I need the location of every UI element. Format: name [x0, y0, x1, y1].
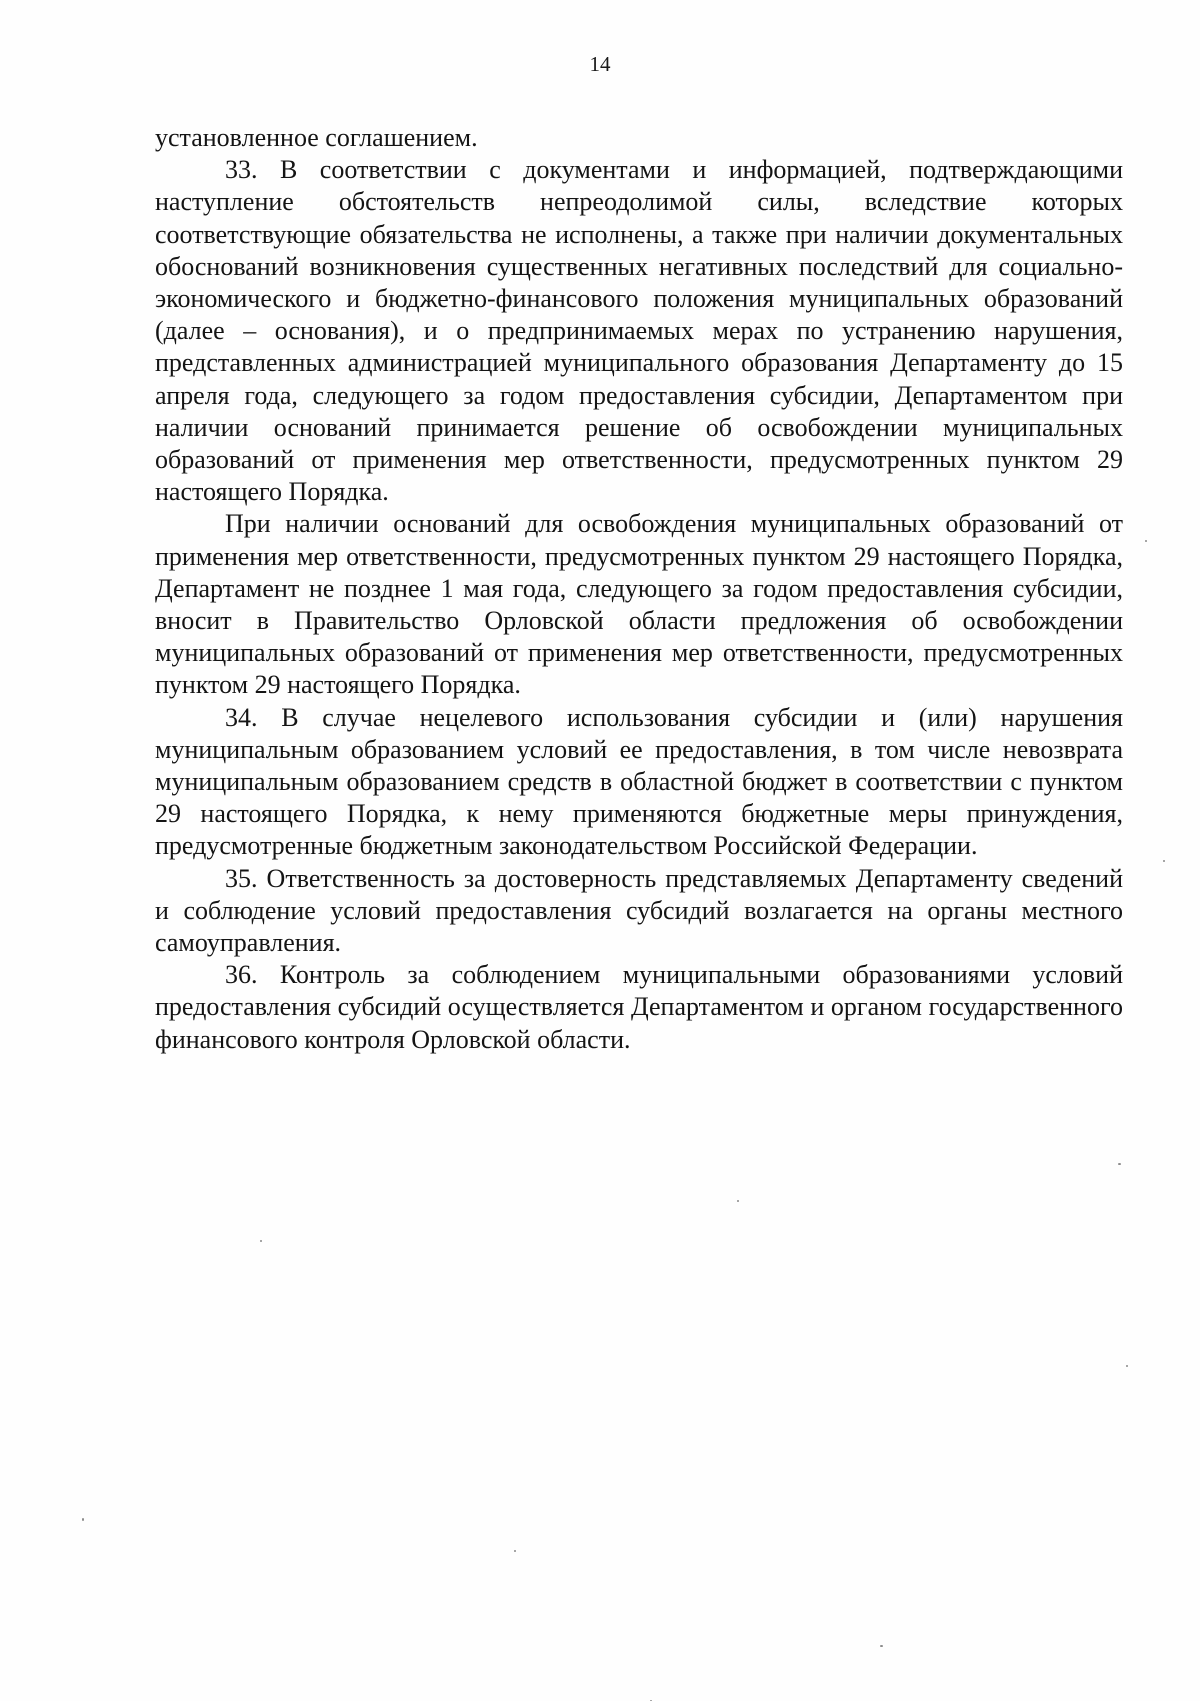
paragraph-34: 34. В случае нецелевого использования субсидии и (или) нарушения муниципальным образованием условий ее предоставления, в том числе невозврата муниципальным образованием средств в областной бюджет в соответствии с пунктом 29 настоящего Порядка, к нему применяются бюджетные меры принуждения, предусмотренные бюджетным законодательством Российской Федерации.: [155, 702, 1123, 861]
scan-speck: [1126, 1365, 1128, 1367]
paragraph-continuation: установленное соглашением.: [155, 123, 478, 152]
paragraph-36: 36. Контроль за соблюдением муниципальными образованиями условий предоставления субсидий осуществляется Департаментом и органом государственного финансового контроля Орловской области.: [155, 960, 1123, 1054]
scan-speck: [1145, 540, 1147, 542]
scan-speck: [82, 1518, 84, 1521]
paragraph-33-continuation: При наличии оснований для освобождения муниципальных образований от применения мер ответственности, предусмотренных пунктом 29 настоящего Порядка, Департамент не позднее 1 мая года, следующего за годом предоставления субсидии, вносит в Правительство Орловской области предложения об освобождении муниципальных образований от применения мер ответственности, предусмотренных пунктом 29 настоящего Порядка.: [155, 509, 1123, 700]
scan-speck: [880, 1645, 883, 1647]
document-body: [155, 122, 1123, 1056]
paragraph-35: 35. Ответственность за достоверность представляемых Департаменту сведений и соблюдение условий предоставления субсидий возлагается на органы местного самоуправления.: [155, 863, 1123, 958]
scan-speck: [1118, 1163, 1121, 1165]
scan-speck: [514, 1550, 516, 1552]
scan-speck: [1163, 860, 1165, 862]
scan-speck: [737, 1200, 739, 1202]
scan-speck: [260, 1240, 262, 1242]
page-number: 14: [589, 52, 611, 76]
paragraph-33: 33. В соответствии с документами и информацией, подтверждающими наступление обстоятельств непреодолимой силы, вследствие которых соответствующие обязательства не исполнены, а также при наличии документальных обоснований возникновения существенных негативных последствий для социально-экономического и бюджетно-финансового положения муниципальных образований (далее – основания), и о предпринимаемых мерах по устранению нарушения, представленных администрацией муниципального образования Департаменту до 15 апреля года, следующего за годом предоставления субсидии, Департаментом при наличии оснований принимается решение об освобождении муниципальных образований от применения мер ответственности, предусмотренных пунктом 29 настоящего Порядка.: [155, 155, 1123, 507]
